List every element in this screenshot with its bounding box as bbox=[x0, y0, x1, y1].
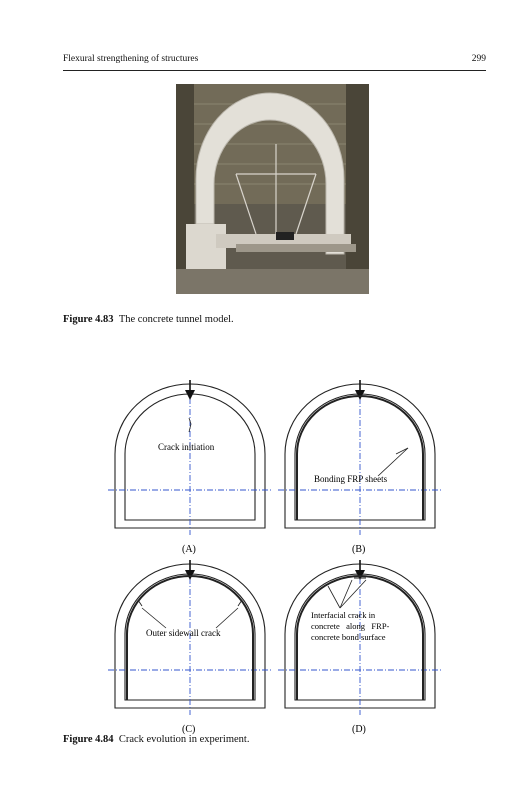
panel-a bbox=[108, 380, 272, 555]
panel-d-note-line-2: concrete along FRP- bbox=[311, 621, 390, 631]
figure-number: Figure 4.84 bbox=[63, 734, 114, 745]
figure-4-84-caption bbox=[63, 734, 249, 745]
crack-evolution-diagram bbox=[108, 380, 448, 735]
panel-c bbox=[108, 560, 272, 735]
figure-caption-text: Crack evolution in experiment. bbox=[118, 734, 250, 745]
running-title: Flexural strengthening of structures bbox=[63, 54, 199, 64]
panel-c-note: Outer sidewall crack bbox=[146, 628, 221, 638]
figure-4-83-caption bbox=[63, 314, 234, 325]
panel-d-note-line-3: concrete bond surface bbox=[311, 632, 386, 642]
panel-b-note: Bonding FRP sheets bbox=[314, 474, 388, 484]
figure-number: Figure 4.83 bbox=[63, 314, 114, 325]
panel-d-label: (D) bbox=[352, 724, 366, 735]
tunnel-model-photo bbox=[176, 84, 369, 294]
panel-d bbox=[278, 560, 442, 735]
panel-b-label: (B) bbox=[352, 544, 366, 555]
panel-d-note-line-1: Interfacial crack in bbox=[311, 610, 376, 620]
panel-c-label: (C) bbox=[182, 724, 196, 735]
panel-a-label: (A) bbox=[182, 544, 196, 555]
page-number: 299 bbox=[471, 54, 486, 64]
panel-a-note: Crack initiation bbox=[158, 442, 215, 452]
panel-b bbox=[278, 380, 442, 555]
figure-caption-text: The concrete tunnel model. bbox=[118, 314, 234, 325]
running-header bbox=[63, 52, 486, 71]
